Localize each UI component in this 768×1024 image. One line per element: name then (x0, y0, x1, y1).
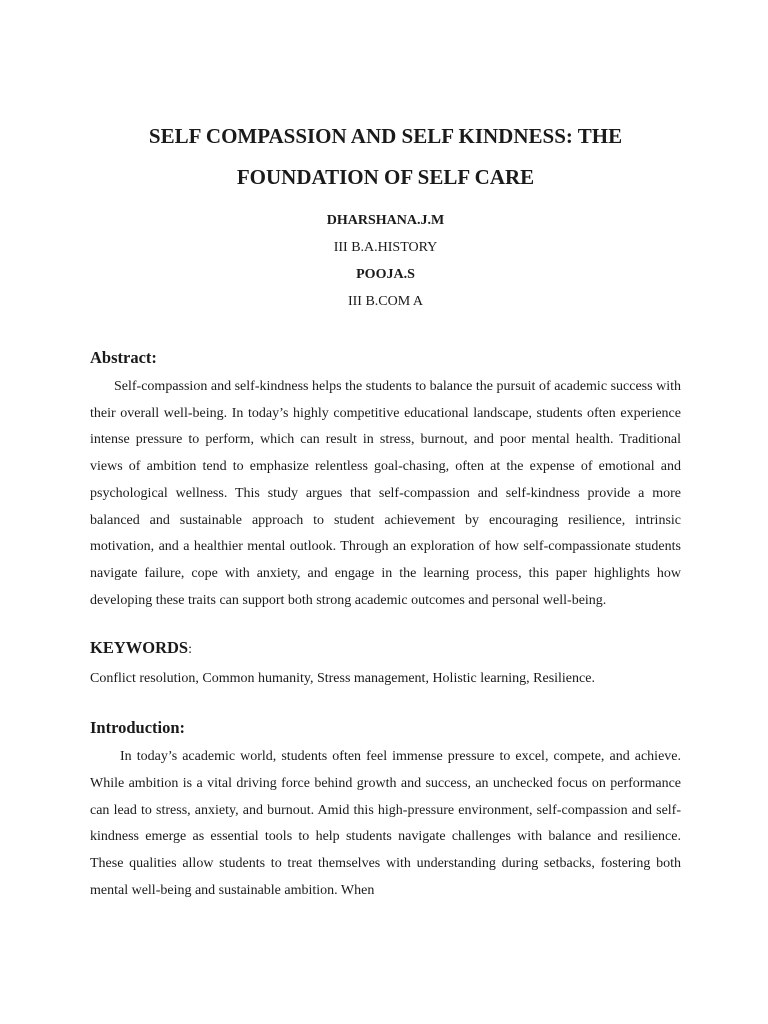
keywords-heading-label: KEYWORDS (90, 638, 189, 658)
introduction-text: In today’s academic world, students often feel immense pressure to excel, compete, and achieve. While ambition is a vital driving force behind growth and success, an unchecked focus on performance can lead to stress, anxiety, and burnout. Amid this high-pressure environment, self-compassion and self-kindness emerge as essential tools to help students navigate challenges with balance and resilience. These qualities allow students to treat themselves with understanding during setbacks, fostering both mental well-being and sustainable ambition. When (90, 749, 681, 898)
author-affiliation-1: III B.A.HISTORY (333, 240, 438, 255)
keywords-heading (90, 637, 681, 661)
author-name-1: DHARSHANA.J.M (326, 213, 445, 228)
author-affiliation-2: III B.COM A (347, 294, 424, 309)
keywords-heading-colon: : (188, 642, 192, 658)
author-block (90, 207, 681, 315)
abstract-heading: Abstract: (90, 348, 157, 367)
paper-title-line-1: SELF COMPASSION AND SELF KINDNESS: THE (148, 124, 623, 148)
abstract-text: Self-compassion and self-kindness helps the students to balance the pursuit of academic success with their overall well-being. In today’s highly competitive educational landscape, students often experience intense pressure to perform, which can result in stress, burnout, and poor mental health. Traditional views of ambition tend to emphasize relentless goal-chasing, often at the expense of emotional and psychological wellness. This study argues that self-compassion and self-kindness provide a more balanced and sustainable approach to student achievement by encouraging resilience, intrinsic motivation, and a healthier mental outlook. Through an exploration of how self-compassionate students navigate failure, cope with anxiety, and engage in the learning process, this paper highlights how developing these traits can support both strong academic outcomes and personal well-being. (90, 379, 681, 608)
paper-title-line-2: FOUNDATION OF SELF CARE (236, 165, 535, 189)
keywords-text: Conflict resolution, Common humanity, Stress management, Holistic learning, Resilience. (90, 671, 595, 687)
introduction-heading: Introduction: (90, 718, 186, 738)
paper-title (90, 0, 681, 198)
author-name-2: POOJA.S (356, 267, 415, 282)
